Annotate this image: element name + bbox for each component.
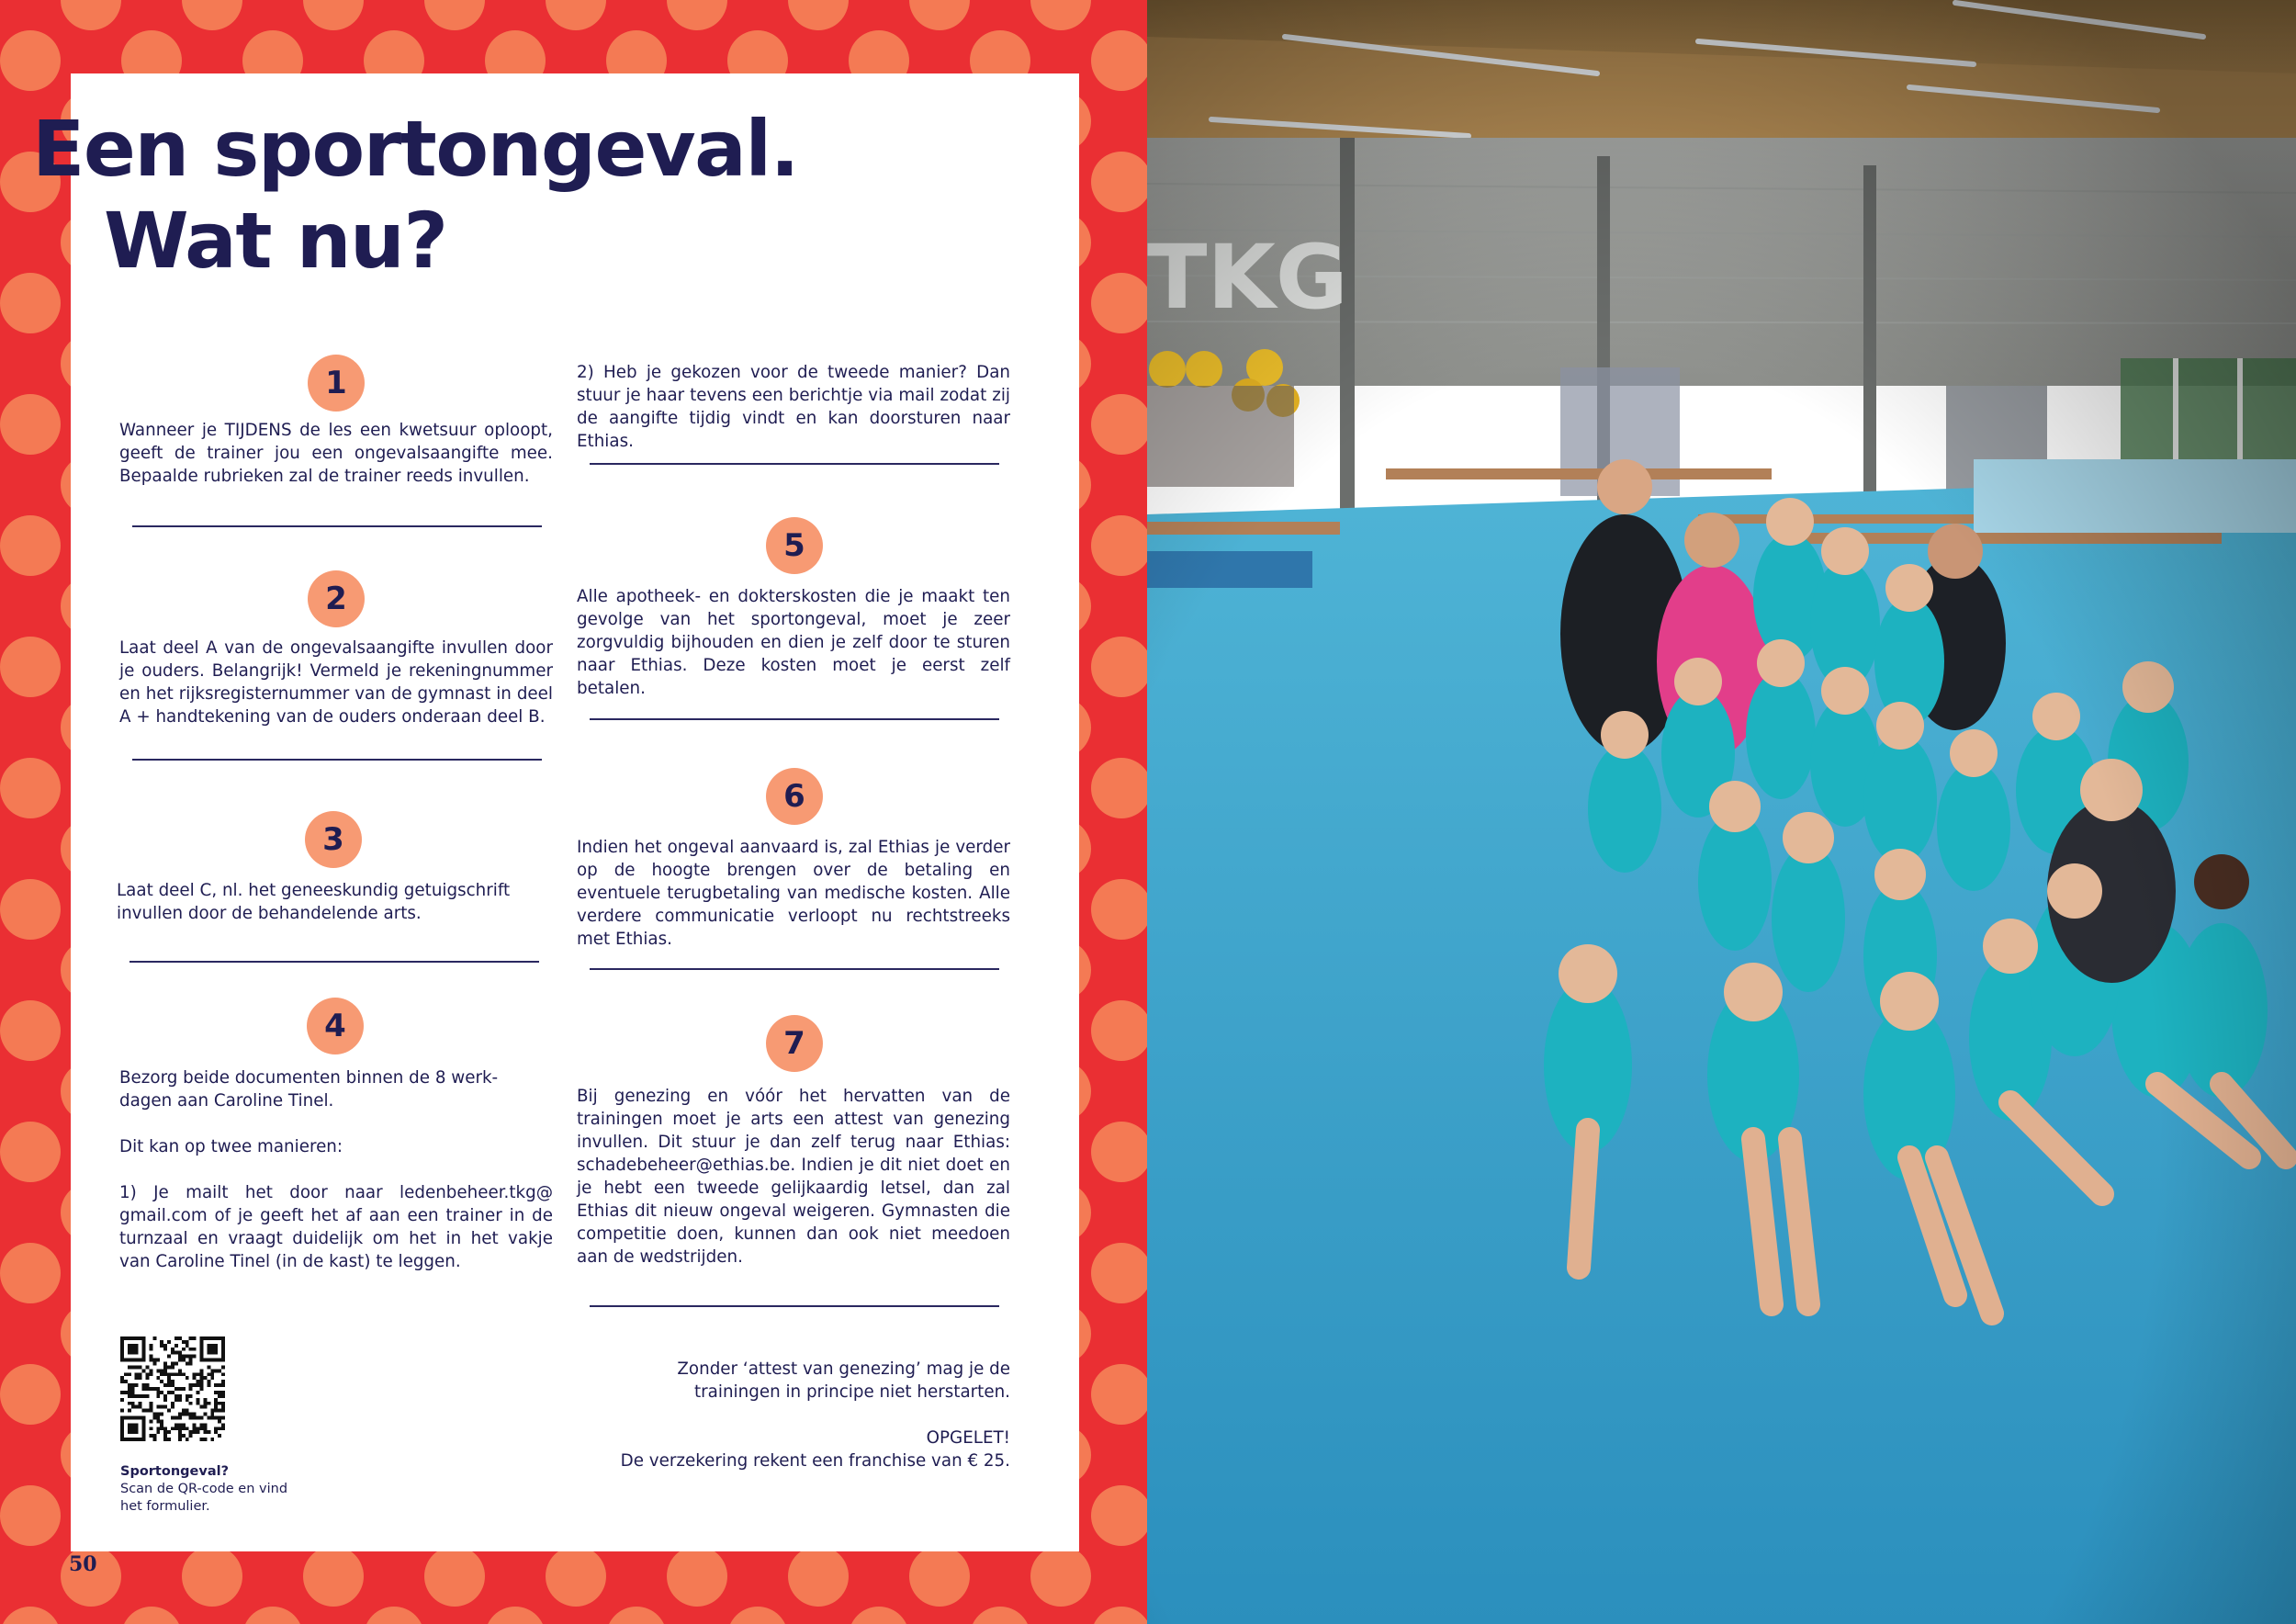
page-number: 50 bbox=[69, 1552, 97, 1576]
step-4-option-1: 1) Je mailt het door naar ledenbeheer.tkg@ gmail.com of je geeft het af aan een trainer in de turnzaal en vraagt duidelijk om het in het vakje van Caroline Tinel (in de kast) te leggen. bbox=[119, 1183, 553, 1271]
qr-caption bbox=[120, 1463, 295, 1516]
step-number-badge: 2 bbox=[308, 570, 365, 627]
warning-title: OPGELET! bbox=[926, 1428, 1010, 1448]
step-number-badge: 1 bbox=[308, 355, 365, 412]
step-number-badge: 6 bbox=[766, 768, 823, 825]
step-5-text: Alle apotheek- en dokterskosten die je maakt ten gevolge van het sportongeval, moet je zeer zorgvuldig bijhouden en dien je zelf door te sturen naar Ethias. Deze kosten moet je eerst zelf betalen. bbox=[577, 587, 1010, 698]
title-line-2: Wat nu? bbox=[104, 196, 447, 286]
group-photo bbox=[1147, 0, 2296, 1624]
divider bbox=[590, 968, 999, 970]
left-page bbox=[0, 0, 1147, 1624]
step-number-badge: 5 bbox=[766, 517, 823, 574]
step-4-text: Bezorg beide documenten binnen de 8 werk-dagen aan Caroline Tinel. bbox=[119, 1068, 499, 1111]
step-number-badge: 3 bbox=[305, 811, 362, 868]
title-line-1: Een sportongeval. bbox=[32, 104, 799, 194]
step-4-subtext: Dit kan op twee manieren: bbox=[119, 1137, 343, 1156]
genezing-note: Zonder ‘attest van genezing’ mag je de trainingen in principe niet herstarten. bbox=[677, 1359, 1010, 1402]
qr-code[interactable] bbox=[120, 1336, 225, 1441]
step-number-badge: 4 bbox=[307, 998, 364, 1054]
step-3-text: Laat deel C, nl. het geneeskundig getuigschrift invullen door de behandelende arts. bbox=[117, 881, 511, 923]
step-2-text: Laat deel A van de ongevalsaangifte invullen door je ouders. Belangrijk! Vermeld je rekeningnummer en het rijksregisternummer van de gymnast in deel A + handtekening van de ouders onderaan deel B. bbox=[119, 638, 553, 727]
closing-note bbox=[588, 1358, 1010, 1495]
qr-caption-text: Scan de QR-code en vind het formulier. bbox=[120, 1482, 288, 1514]
divider bbox=[132, 759, 542, 761]
page-title bbox=[32, 103, 798, 287]
divider bbox=[590, 718, 999, 720]
step-1-text: Wanneer je TIJDENS de les een kwetsuur oploopt, geeft de trainer jou een ongevalsaangifte mee. Bepaalde rubrieken zal de trainer reeds invullen. bbox=[119, 421, 553, 486]
step-4-option-2: 2) Heb je gekozen voor de tweede manier? Dan stuur je haar tevens een berichtje via mail zodat zij de aangifte tijdig vindt en kan doorsturen naar Ethias. bbox=[577, 363, 1010, 451]
divider bbox=[590, 463, 999, 465]
step-7-text: Bij genezing en vóór het hervatten van de trainingen moet je arts een attest van genezing invullen. Dit stuur je dan zelf terug naar Ethias: schadebeheer@ethias.be. Indien je dit niet doet en je hebt een tweede gelijkaardig letsel, dan zal Ethias dit nieuw ongeval weigeren. Gymnasten die competitie doen, kunnen dan ook niet meedoen aan de wedstrijden. bbox=[577, 1087, 1010, 1267]
divider bbox=[132, 525, 542, 527]
step-number-badge: 7 bbox=[766, 1015, 823, 1072]
warning-text: De verzekering rekent een franchise van € 25. bbox=[620, 1451, 1010, 1471]
qr-caption-heading: Sportongeval? bbox=[120, 1464, 229, 1479]
step-6-text: Indien het ongeval aanvaard is, zal Ethias je verder op de hoogte brengen over de betaling en eventuele terugbetaling van medische kosten. Alle verdere communicatie verloopt nu rechtstreeks met Ethias. bbox=[577, 838, 1010, 949]
divider bbox=[590, 1305, 999, 1307]
content-panel bbox=[71, 73, 1079, 1551]
divider bbox=[129, 961, 539, 963]
